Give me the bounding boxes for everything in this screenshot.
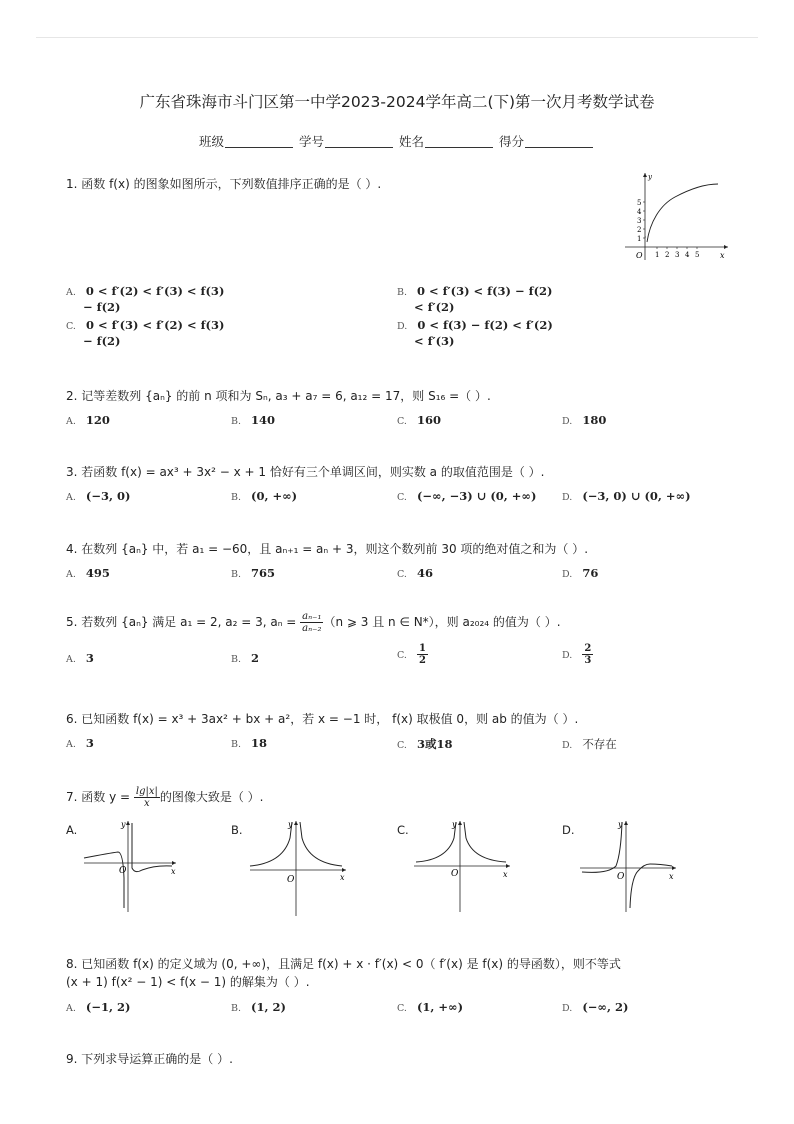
id-blank[interactable] bbox=[325, 135, 393, 148]
graph1-x-tick-1: 1 bbox=[655, 251, 660, 259]
question-1-stem: 1. 函数 f(x) 的图象如图所示，下列数值排序正确的是（ ）. bbox=[66, 177, 382, 191]
q1-option-a[interactable]: A. 0 < f′(2) < f′(3) < f(3) − f(2) bbox=[66, 284, 225, 314]
graph1-x-tick-4: 4 bbox=[685, 251, 690, 259]
q7-option-a-label[interactable]: A. bbox=[66, 823, 78, 837]
q7d-x-label: x bbox=[669, 872, 674, 881]
q6-option-d[interactable]: D. 不存在 bbox=[562, 737, 617, 751]
question-5-stem: 5. 若数列 {aₙ} 满足 a₁ = 2, a₂ = 3, aₙ = $\frac{\text{aₙ₋₁}}{\text{aₙ₋₂}}$ （n ⩾ 3 且 n ∈ N*），则 a₂₀₂₄ 的值为（ ）. bbox=[66, 611, 561, 634]
q7-option-d-label[interactable]: D. bbox=[562, 823, 575, 837]
q3-option-a[interactable]: A. (−3, 0) bbox=[66, 489, 131, 503]
q1-option-c[interactable]: C. 0 < f′(3) < f′(2) < f(3) − f(2) bbox=[66, 318, 225, 348]
q7-option-d-graph[interactable] bbox=[578, 818, 678, 914]
graph1-y-tick-2: 2 bbox=[637, 226, 642, 234]
q4-option-a[interactable]: A. 495 bbox=[66, 566, 110, 580]
question-7-stem: 7. 函数 y = $\frac{\lg|x|}{x}$ 的图像大致是（ ）. bbox=[66, 786, 264, 809]
q7b-y-label: y bbox=[288, 820, 293, 829]
q5-option-a[interactable]: A. 3 bbox=[66, 651, 94, 665]
q5-option-d[interactable]: D. $\frac{2}{3}$ bbox=[562, 643, 592, 666]
q7a-y-label: y bbox=[121, 820, 126, 829]
q8-option-b[interactable]: B. (1, 2) bbox=[231, 1000, 286, 1014]
q7-option-a-graph[interactable] bbox=[80, 818, 180, 914]
page-title: 广东省珠海市斗门区第一中学2023-2024学年高二(下)第一次月考数学试卷 bbox=[139, 93, 655, 111]
q5-option-b[interactable]: B. 2 bbox=[231, 651, 260, 665]
graph1-y-label: y bbox=[648, 173, 652, 181]
class-label: 班级 bbox=[198, 134, 224, 149]
name-blank[interactable] bbox=[425, 135, 493, 148]
q6-option-a[interactable]: A. 3 bbox=[66, 736, 94, 750]
score-blank[interactable] bbox=[525, 135, 593, 148]
q1-option-d[interactable]: D. 0 < f(3) − f(2) < f′(2) < f′(3) bbox=[397, 318, 553, 348]
q6-option-b[interactable]: B. 18 bbox=[231, 736, 268, 750]
graph1-y-tick-3: 3 bbox=[637, 217, 642, 225]
q4-option-b[interactable]: B. 765 bbox=[231, 566, 276, 580]
question-6-stem: 6. 已知函数 f(x) = x³ + 3ax² + bx + a²，若 x = −1 时， f(x) 取极值 0，则 ab 的值为（ ）. bbox=[66, 712, 579, 726]
q3-option-b[interactable]: B. (0, +∞) bbox=[231, 489, 298, 503]
q4-option-c[interactable]: C. 46 bbox=[397, 566, 433, 580]
graph1-y-tick-5: 5 bbox=[637, 199, 642, 207]
question-4-stem: 4. 在数列 {aₙ} 中，若 a₁ = −60，且 aₙ₊₁ = aₙ + 3，则这个数列前 30 项的绝对值之和为（ ）. bbox=[66, 542, 589, 556]
question-9-stem: 9. 下列求导运算正确的是（ ）. bbox=[66, 1052, 233, 1066]
header-rule bbox=[36, 37, 758, 38]
q7a-x-label: x bbox=[171, 867, 176, 876]
q6-option-c[interactable]: C. 3或18 bbox=[397, 737, 453, 751]
question-3-stem: 3. 若函数 f(x) = ax³ + 3x² − x + 1 恰好有三个单调区间，则实数 a 的取值范围是（ ）. bbox=[66, 465, 545, 479]
q7b-x-label: x bbox=[340, 873, 345, 882]
q7d-origin: O bbox=[617, 872, 625, 882]
graph1-x-tick-2: 2 bbox=[665, 251, 670, 259]
q7-function-fraction: $\frac{\lg|x|}{x}$ bbox=[135, 786, 158, 809]
question-8-stem-line-2: (x + 1) f(x² − 1) < f(x − 1) 的解集为（ ）. bbox=[66, 975, 310, 989]
name-label: 姓名 bbox=[398, 134, 424, 149]
q2-option-d[interactable]: D. 180 bbox=[562, 413, 607, 427]
q7b-origin: O bbox=[287, 875, 295, 885]
q7a-origin: O bbox=[119, 866, 127, 876]
q7c-y-label: y bbox=[452, 820, 457, 829]
q7-option-b-graph[interactable] bbox=[248, 818, 348, 918]
q7c-x-label: x bbox=[503, 870, 508, 879]
q2-option-b[interactable]: B. 140 bbox=[231, 413, 276, 427]
student-info-line bbox=[0, 132, 794, 150]
q5-option-c[interactable]: C. $\frac{1}{2}$ bbox=[397, 643, 426, 666]
q7-option-c-label[interactable]: C. bbox=[397, 823, 409, 837]
q8-option-a[interactable]: A. (−1, 2) bbox=[66, 1000, 131, 1014]
q7d-y-label: y bbox=[618, 820, 623, 829]
graph1-x-tick-5: 5 bbox=[695, 251, 700, 259]
q7-option-b-label[interactable]: B. bbox=[231, 823, 243, 837]
score-label: 得分 bbox=[498, 134, 524, 149]
q4-option-d[interactable]: D. 76 bbox=[562, 566, 599, 580]
class-blank[interactable] bbox=[225, 135, 293, 148]
question-8-stem-line-1: 8. 已知函数 f(x) 的定义域为 (0, +∞)，且满足 f(x) + x · f′(x) < 0（ f′(x) 是 f(x) 的导函数），则不等式 bbox=[66, 957, 621, 971]
graph1-origin: O bbox=[636, 251, 643, 260]
q2-option-c[interactable]: C. 160 bbox=[397, 413, 441, 427]
q3-option-c[interactable]: C. (−∞, −3) ∪ (0, +∞) bbox=[397, 489, 537, 503]
graph1-y-tick-1: 1 bbox=[637, 235, 642, 243]
question-1-graph bbox=[620, 170, 732, 262]
q1-option-b[interactable]: B. 0 < f′(3) < f(3) − f(2) < f′(2) bbox=[397, 284, 553, 314]
q8-option-d[interactable]: D. (−∞, 2) bbox=[562, 1000, 629, 1014]
id-label: 学号 bbox=[298, 134, 324, 149]
graph1-x-tick-3: 3 bbox=[675, 251, 680, 259]
q7-option-c-graph[interactable] bbox=[412, 818, 512, 914]
q7c-origin: O bbox=[451, 869, 459, 879]
graph1-y-tick-4: 4 bbox=[637, 208, 642, 216]
q8-option-c[interactable]: C. (1, +∞) bbox=[397, 1000, 464, 1014]
q5-recurrence-fraction: $\frac{\text{aₙ₋₁}}{\text{aₙ₋₂}}$ bbox=[302, 611, 322, 634]
question-2-stem: 2. 记等差数列 {aₙ} 的前 n 项和为 Sₙ, a₃ + a₇ = 6, a₁₂ = 17，则 S₁₆ =（ ）. bbox=[66, 389, 491, 403]
graph1-x-label: x bbox=[720, 251, 725, 260]
q2-option-a[interactable]: A. 120 bbox=[66, 413, 110, 427]
q3-option-d[interactable]: D. (−3, 0) ∪ (0, +∞) bbox=[562, 489, 691, 503]
